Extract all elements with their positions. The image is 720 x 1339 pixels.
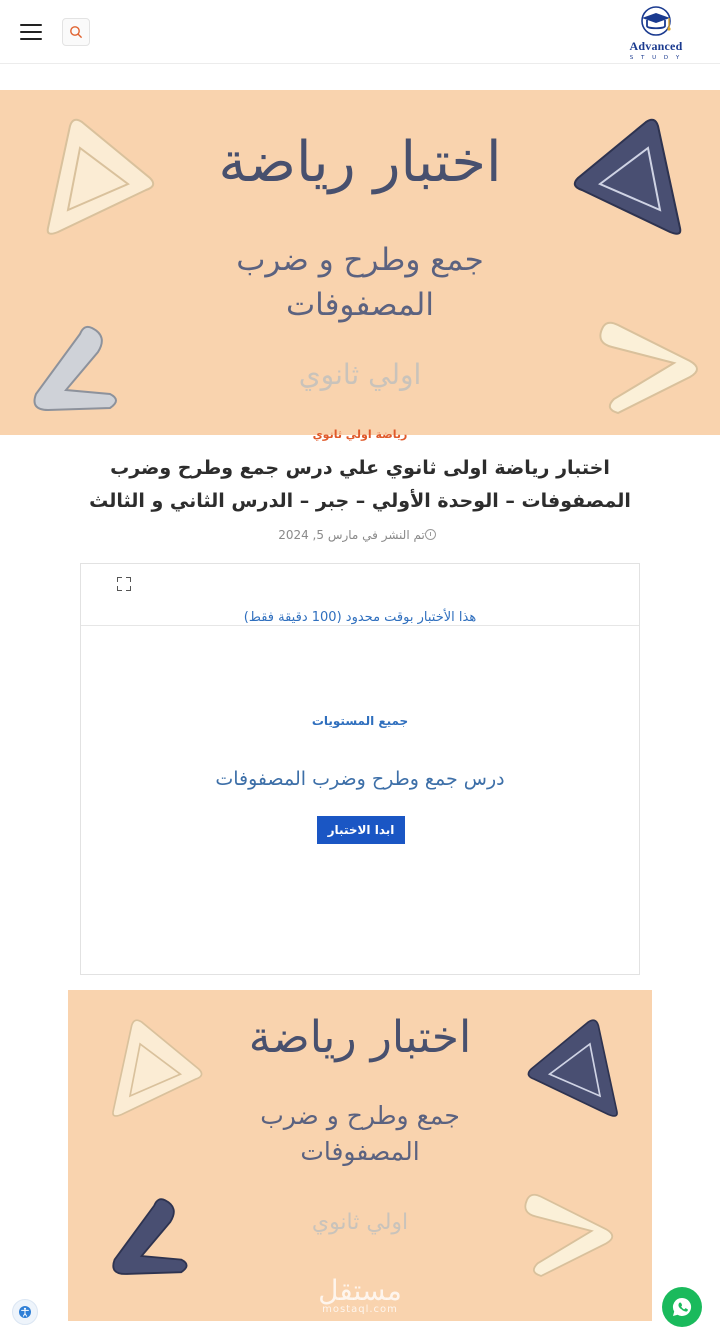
whatsapp-chat-icon[interactable] <box>662 1287 702 1327</box>
publish-date <box>0 528 720 542</box>
accessibility-icon[interactable] <box>12 1299 38 1325</box>
graduation-cap-icon <box>633 5 679 39</box>
category-link[interactable]: رياضة اولي ثانوي <box>312 428 408 441</box>
hero-banner <box>0 90 720 435</box>
boomerang-decoration-navy-footer <box>102 1190 210 1286</box>
quiz-card-header <box>81 564 639 626</box>
watermark <box>68 1274 652 1315</box>
footer-banner-level: اولي ثانوي <box>311 1210 409 1235</box>
footer-banner-subtitle-line2: المصفوفات <box>300 1137 420 1167</box>
expand-icon[interactable] <box>117 577 131 591</box>
site-logo[interactable] <box>608 4 704 62</box>
hero-level: اولي ثانوي <box>298 358 422 391</box>
footer-banner-title: اختبار رياضة <box>248 1012 472 1063</box>
watermark-sub-text: mostaql.com <box>322 1304 398 1315</box>
search-icon[interactable] <box>62 18 90 46</box>
quiz-timed-note: هذا الأختبار بوقت محدود (100 دقيقة فقط) <box>243 610 477 625</box>
hero-subtitle-line2: المصفوفات <box>285 286 434 323</box>
hero-subtitle-line1: جمع وطرح و ضرب <box>236 242 484 278</box>
page-title: اختبار رياضة اولى ثانوي علي درس جمع وطرح وضرب المصفوفات – الوحدة الأولي – جبر – الدرس الثاني و الثالث <box>89 457 631 513</box>
start-quiz-button[interactable]: ابدا الاختبار <box>317 816 405 844</box>
quiz-level-label: جميع المستويات <box>311 714 409 728</box>
logo-sub-text: S T U D Y <box>629 55 683 61</box>
quiz-embed-card <box>80 563 640 975</box>
footer-banner-subtitle-line1: جمع وطرح و ضرب <box>260 1101 460 1130</box>
quiz-lesson-title: درس جمع وطرح وضرب المصفوفات <box>215 768 505 790</box>
publish-date-text: تم النشر في مارس 5, 2024 <box>278 528 425 542</box>
top-navigation-bar <box>0 0 720 64</box>
hero-subtitle <box>0 238 720 328</box>
clock-icon <box>425 529 436 540</box>
footer-banner-subtitle <box>68 1098 652 1171</box>
hero-title: اختبار رياضة <box>218 130 502 195</box>
chevron-decoration-cream-footer <box>516 1185 624 1285</box>
watermark-main-text: مستقل <box>318 1274 402 1307</box>
hamburger-menu-icon[interactable] <box>20 19 46 45</box>
footer-banner-image <box>68 990 652 1321</box>
logo-brand-text: Advanced <box>629 39 683 53</box>
